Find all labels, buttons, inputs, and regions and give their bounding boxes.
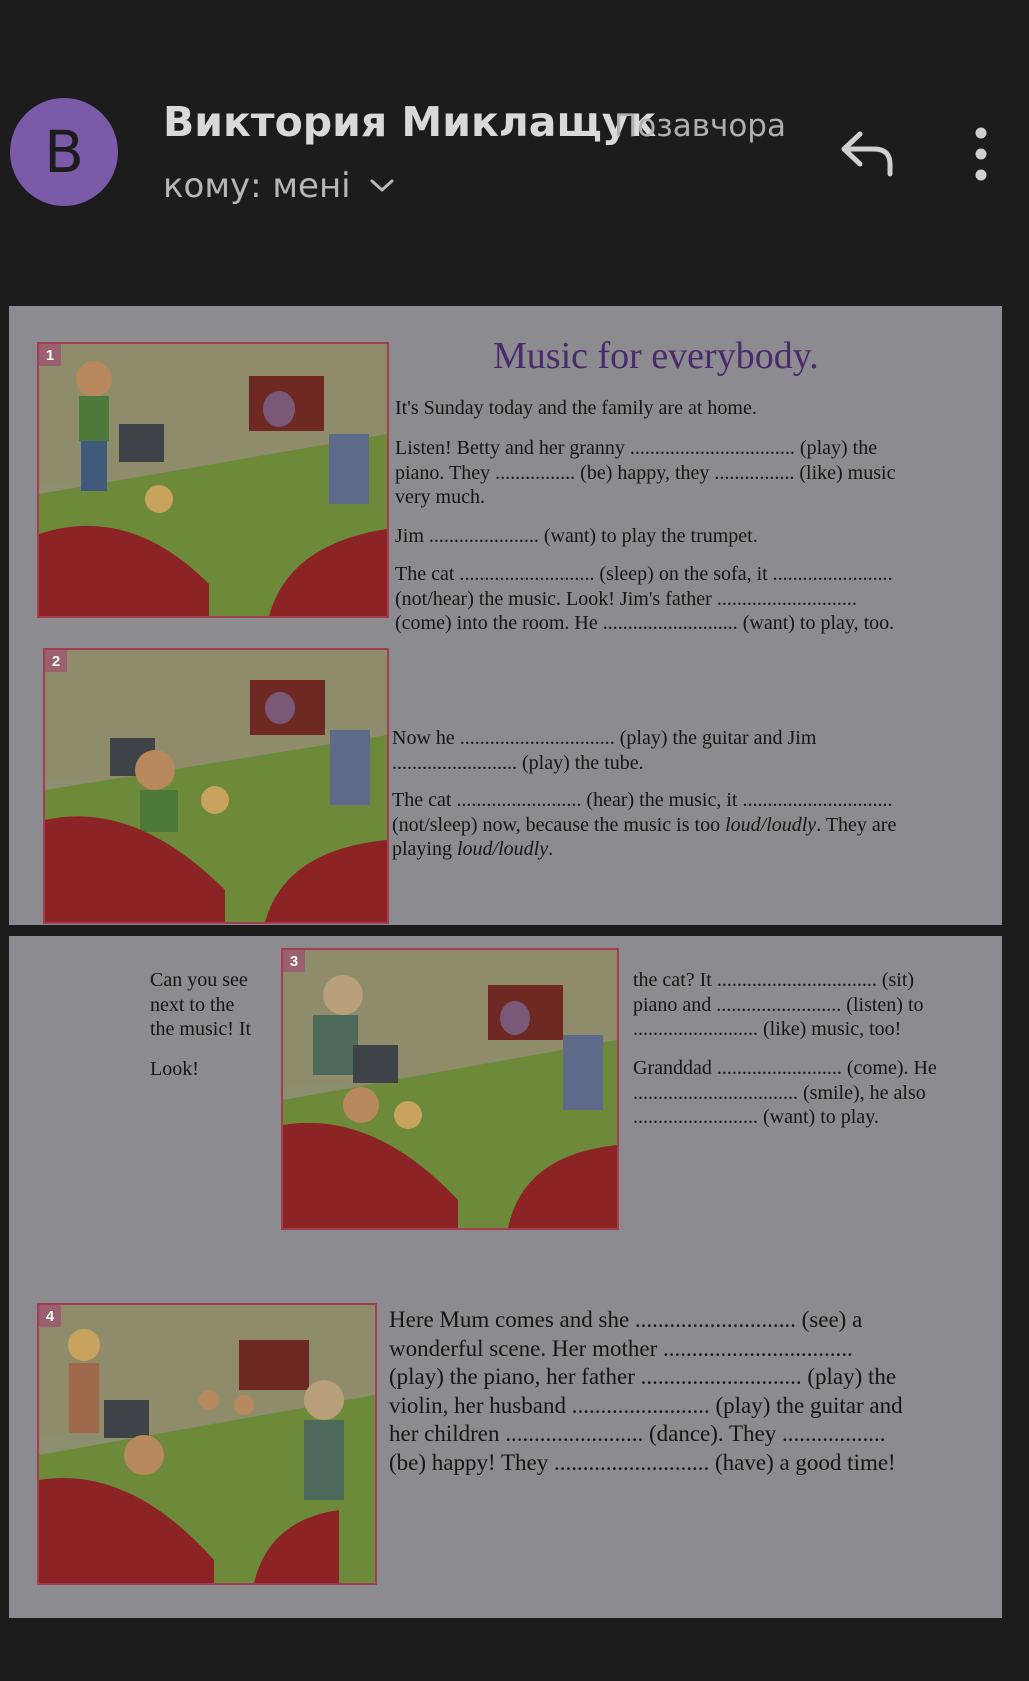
recipient-toggle[interactable] bbox=[163, 166, 395, 206]
avatar[interactable] bbox=[10, 98, 118, 206]
chevron-down-icon bbox=[369, 178, 395, 194]
illustration-3 bbox=[281, 948, 619, 1230]
paragraph-5-italic-1: loud/loudly bbox=[725, 813, 817, 836]
paragraph-5-italic-2: loud/loudly bbox=[457, 838, 549, 860]
sender-name: Виктория Миклащук bbox=[163, 98, 657, 146]
more-vert-icon bbox=[965, 126, 997, 182]
picture-number: 4 bbox=[39, 1305, 61, 1327]
worksheet-image-1[interactable] bbox=[9, 306, 1002, 925]
exercise-paragraph-6: Can you see next to the the music! It bbox=[150, 969, 252, 1040]
paragraph-5-text-c: . bbox=[548, 838, 554, 860]
exercise-paragraph-10: Here Mum comes and she ............................ (see) a wonderful scene. Her mother ................................. (play) the piano, her father ............................ (play) the violin, her husband ........................ (play) the guitar and her children ........................ (dance). They .................. (be) happy! They ........................... (have) a good time! bbox=[389, 1307, 903, 1475]
illustration-4 bbox=[37, 1303, 377, 1585]
picture-number: 3 bbox=[283, 950, 305, 972]
paragraph-5-text-b: . They are playing bbox=[392, 813, 897, 860]
picture-number: 1 bbox=[39, 344, 61, 366]
worksheet-image-2[interactable] bbox=[9, 936, 1002, 1618]
exercise-paragraph-5 bbox=[392, 788, 992, 862]
exercise-paragraph-1: Listen! Betty and her granny ................................. (play) the piano. They ................ (be) happy, they ................ (like) music very much. bbox=[395, 437, 896, 508]
exercise-paragraph-9: Granddad ......................... (come). He ................................. (smile), he also ......................... (want) to play. bbox=[633, 1057, 937, 1128]
reply-icon bbox=[838, 128, 896, 178]
illustration-2 bbox=[43, 648, 389, 924]
avatar-letter: B bbox=[44, 118, 84, 186]
exercise-paragraph-4: Now he ............................... (play) the guitar and Jim ......................... (play) the tube. bbox=[392, 727, 817, 774]
intro-text: It's Sunday today and the family are at home. bbox=[395, 397, 757, 419]
worksheet-title: Music for everybody. bbox=[493, 335, 819, 377]
picture-number: 2 bbox=[45, 650, 67, 672]
exercise-paragraph-3: The cat ........................... (sleep) on the sofa, it ........................ (not/hear) the music. Look! Jim's father ............................ (come) into the room. He ........................... (want) to play, too. bbox=[395, 563, 895, 634]
exercise-paragraph-8: the cat? It ................................ (sit) piano and ......................... (listen) to ......................... (like) music, too! bbox=[633, 969, 924, 1040]
message-time: Позавчора bbox=[614, 108, 786, 144]
more-options-button[interactable] bbox=[965, 126, 997, 182]
reply-button[interactable] bbox=[838, 128, 896, 178]
illustration-1 bbox=[37, 342, 389, 618]
exercise-paragraph-2: Jim ...................... (want) to play the trumpet. bbox=[395, 525, 758, 547]
paragraph-5-text-a: The cat ......................... (hear) the music, it .............................. (not/sleep) now, because the music is too bbox=[392, 789, 893, 836]
exercise-paragraph-7: Look! bbox=[150, 1058, 199, 1080]
recipient-label: кому: мені bbox=[163, 166, 351, 206]
